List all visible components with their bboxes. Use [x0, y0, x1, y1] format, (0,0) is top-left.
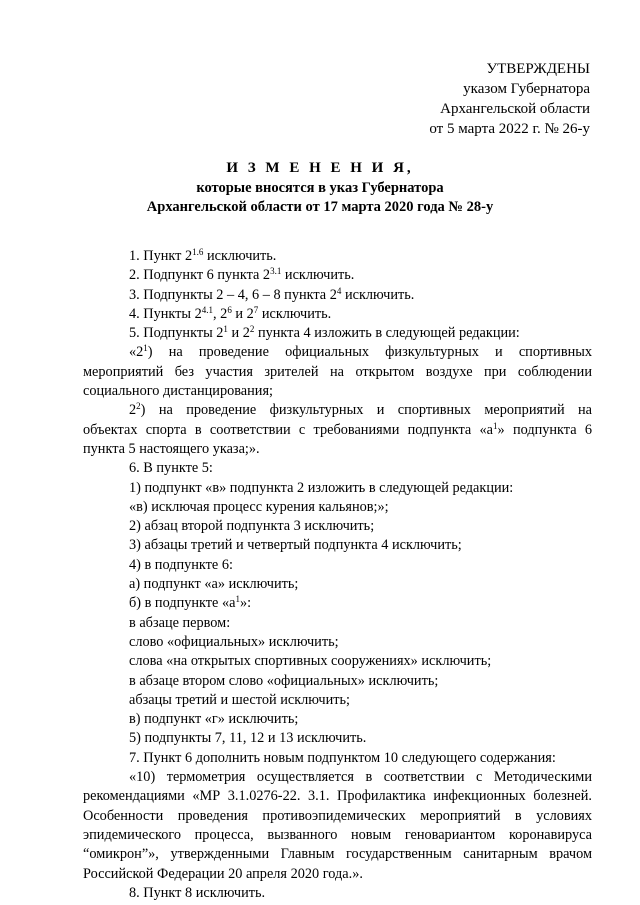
- item-6-2: 2) абзац второй подпункта 3 исключить;: [129, 518, 375, 535]
- item-6-4-b-4: в абзаце втором слово «официальных» исключить;: [129, 672, 439, 689]
- document-body: [83, 247, 592, 903]
- item-7-quote-line-5: “омикрон”», утвержденными Главным государственным санитарным врачом: [83, 846, 592, 863]
- item-5: 5. Подпункты $2^1$ и $2^2$ пункта 4 изложить в следующей редакции:: [129, 324, 520, 342]
- item-6-1-quote: «в) исключая процесс курения кальянов;»;: [129, 498, 389, 515]
- item-7-quote-line-6: Российской Федерации 20 апреля 2020 года.».: [83, 865, 363, 882]
- item-7-quote-line-1: «10) термометрия осуществляется в соответствии с Методическими: [129, 769, 592, 786]
- title-sub-2: Архангельской области от 17 марта 2020 года № 28-у: [146, 199, 494, 215]
- item-6-3: 3) абзацы третий и четвертый подпункта 4 исключить;: [129, 537, 462, 554]
- quote-2-2-line-1: $2^2$) на проведение физкультурных и спортивных мероприятий на: [129, 401, 592, 419]
- quote-2-2-line-3: пункта 5 настоящего указа;».: [83, 440, 260, 457]
- quote-2-1-line-3: социального дистанцирования;: [83, 383, 273, 400]
- document-title: [0, 157, 640, 217]
- item-6-4-a: а) подпункт «а» исключить;: [129, 576, 299, 593]
- title-sub-1: которые вносятся в указ Губернатора: [196, 180, 444, 196]
- item-3: 3. Подпункты 2 – 4, 6 – 8 пункта $2^4$ исключить.: [129, 285, 415, 303]
- item-6-4-b-3: слова «на открытых спортивных сооружениях» исключить;: [129, 653, 492, 670]
- item-6-4-c: в) подпункт «г» исключить;: [129, 711, 299, 728]
- item-7-quote-line-3: Особенности проведения противоэпидемических мероприятий в условиях: [83, 807, 592, 824]
- item-6-4-b-1: в абзаце первом:: [129, 614, 231, 631]
- quote-2-1-line-2: мероприятий без участия зрителей на открытом воздухе при соблюдении: [83, 363, 592, 380]
- approval-stamp: [350, 59, 590, 139]
- title-main: И З М Е Н Е Н И Я,: [226, 160, 414, 176]
- item-7-quote-line-2: рекомендациями «МР 3.1.0276-22. 3.1. Профилактика инфекционных болезней.: [83, 788, 592, 805]
- quote-2-1-line-1: «$2^1$) на проведение официальных физкультурных и спортивных: [129, 343, 592, 361]
- item-6: 6. В пункте 5:: [129, 460, 213, 477]
- item-6-4: 4) в подпункте 6:: [129, 556, 233, 573]
- item-2: 2. Подпункт 6 пункта $2^{3.1}$ исключить.: [129, 266, 355, 284]
- item-1: 1. Пункт $2^{1.6}$ исключить.: [129, 247, 277, 264]
- quote-2-2-line-2: объектах спорта в соответствии с требованиями подпункта «$а^1$» подпункта 6: [83, 420, 592, 438]
- approval-line-1: УТВЕРЖДЕНЫ: [486, 61, 590, 77]
- item-6-4-b-2: слово «официальных» исключить;: [129, 633, 339, 650]
- item-4: 4. Пункты $2^{4.1}$, $2^6$ и $2^7$ исключить.: [129, 304, 332, 322]
- item-6-5: 5) подпункты 7, 11, 12 и 13 исключить.: [129, 730, 367, 747]
- approval-line-4: от 5 марта 2022 г. № 26-у: [429, 121, 590, 137]
- item-7: 7. Пункт 6 дополнить новым подпунктом 10 следующего содержания:: [129, 749, 556, 766]
- approval-line-2: указом Губернатора: [463, 81, 590, 97]
- item-6-4-b: б) в подпункте «$а^1$»:: [129, 594, 252, 612]
- approval-line-3: Архангельской области: [440, 101, 590, 117]
- item-6-1: 1) подпункт «в» подпункта 2 изложить в следующей редакции:: [129, 479, 514, 496]
- item-8: 8. Пункт 8 исключить.: [129, 884, 266, 901]
- item-6-4-b-5: абзацы третий и шестой исключить;: [129, 691, 350, 708]
- item-7-quote-line-4: эпидемического процесса, вызванного новым геновариантом коронавируса: [83, 826, 592, 843]
